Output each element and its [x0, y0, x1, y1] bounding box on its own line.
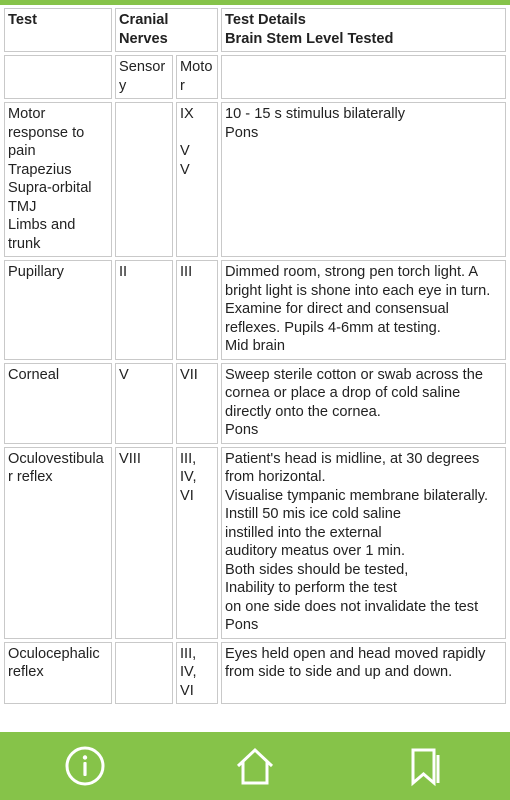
bookmarks-icon [404, 745, 446, 787]
table-row [4, 447, 506, 639]
motor-nerve-line: III, IV, VI [180, 450, 197, 504]
test-details-line: Sweep sterile cotton or swab across the cornea or place a drop of cold saline directly onto the cornea. [225, 366, 483, 420]
test-name-cell [4, 363, 112, 444]
sensory-nerve-value: II [119, 264, 128, 280]
test-name-cell [4, 447, 112, 639]
test-details-line: Inability to perform the test [225, 580, 397, 596]
header-cranial-nerves-label: Cranial Nerves [119, 12, 169, 47]
motor-nerve-cell [176, 642, 218, 705]
info-icon [64, 745, 106, 787]
test-details-cell [221, 102, 506, 257]
test-name-cell [4, 260, 112, 360]
test-name-cell [4, 642, 112, 705]
motor-nerve-line: IX [180, 106, 194, 122]
subheader-motor [176, 55, 218, 99]
test-name-line: Supra-orbital [8, 180, 92, 196]
bottom-navigation-bar [0, 732, 510, 800]
header-brainstem-level-label: Brain Stem Level Tested [225, 30, 394, 47]
subheader-row [4, 55, 506, 99]
test-details-line: Mid brain [225, 338, 286, 354]
sensory-nerve-cell [115, 260, 173, 360]
subheader-sensory [115, 55, 173, 99]
motor-nerve-line: VII [180, 366, 198, 383]
test-name-line: TMJ [8, 198, 37, 215]
test-details-line: on one side does not invalidate the test [225, 598, 479, 615]
motor-nerve-line: III [180, 264, 193, 280]
motor-nerve-line: V [180, 161, 190, 178]
sensory-nerve-cell [115, 363, 173, 444]
table-row [4, 260, 506, 360]
test-details-line: Pons [225, 422, 259, 438]
test-name-cell [4, 102, 112, 257]
test-name-line: Corneal [8, 366, 60, 383]
motor-nerve-cell [176, 363, 218, 444]
header-row [4, 8, 506, 52]
test-details-cell [221, 363, 506, 444]
header-test-details [221, 8, 506, 52]
motor-nerve-line: V [180, 143, 190, 159]
header-test [4, 8, 112, 52]
sensory-nerve-value: VIII [119, 450, 141, 467]
motor-nerve-cell [176, 260, 218, 360]
brainstem-tests-table [1, 5, 509, 707]
motor-nerve-line [180, 124, 214, 143]
test-details-cell [221, 642, 506, 705]
sensory-nerve-cell [115, 447, 173, 639]
subheader-motor-label: Motor [180, 59, 213, 94]
table-body [4, 102, 506, 704]
test-name-line: Trapezius [8, 161, 72, 178]
test-name-line: Pupillary [8, 264, 64, 280]
test-details-line: Pons [225, 124, 259, 141]
test-details-line: Dimmed room, strong pen torch light. A bright light is shone into each eye in turn. Examine for direct and consensual reflexes. Pupils 4-6mm at testing. [225, 264, 491, 336]
test-details-line: Eyes held open and head moved rapidly from side to side and up and down. [225, 645, 486, 680]
header-test-label: Test [8, 12, 37, 28]
test-details-line: Pons [225, 617, 259, 633]
test-details-line: Visualise tympanic membrane bilaterally. [225, 487, 489, 504]
motor-nerve-line: III, [180, 645, 197, 662]
motor-nerve-line: VI [180, 682, 194, 699]
test-details-line: auditory meatus over 1 min. [225, 543, 406, 559]
bookmarks-button[interactable] [395, 736, 455, 796]
test-name-line: Oculocephalic reflex [8, 645, 100, 680]
test-details-line: 10 - 15 s stimulus bilaterally [225, 106, 406, 122]
header-test-details-label: Test Details [225, 12, 306, 28]
motor-nerve-line: IV, [180, 664, 197, 680]
subheader-empty-cell [4, 55, 112, 99]
info-button[interactable] [55, 736, 115, 796]
table-row [4, 642, 506, 705]
test-details-cell [221, 260, 506, 360]
test-details-line: Both sides should be tested, [225, 561, 409, 578]
table-row [4, 102, 506, 257]
sensory-nerve-cell [115, 102, 173, 257]
motor-nerve-cell [176, 102, 218, 257]
motor-nerve-cell [176, 447, 218, 639]
subheader-empty-details-cell [221, 55, 506, 99]
table-row [4, 363, 506, 444]
test-details-line: instilled into the external [225, 524, 382, 541]
test-name-line: Limbs and trunk [8, 217, 76, 252]
test-details-line: Patient's head is midline, at 30 degrees from horizontal. [225, 450, 480, 485]
subheader-sensory-label: Sensory [119, 59, 166, 94]
home-icon [234, 745, 276, 787]
sensory-nerve-value: V [119, 366, 129, 383]
header-cranial-nerves [115, 8, 218, 52]
content-scroll-area[interactable] [0, 5, 510, 732]
test-name-line: Motor response to pain [8, 106, 85, 159]
test-details-line: Instill 50 mis ice cold saline [225, 506, 402, 522]
test-details-cell [221, 447, 506, 639]
home-button[interactable] [225, 736, 285, 796]
test-name-line: Oculovestibular reflex [8, 450, 104, 485]
sensory-nerve-cell [115, 642, 173, 705]
